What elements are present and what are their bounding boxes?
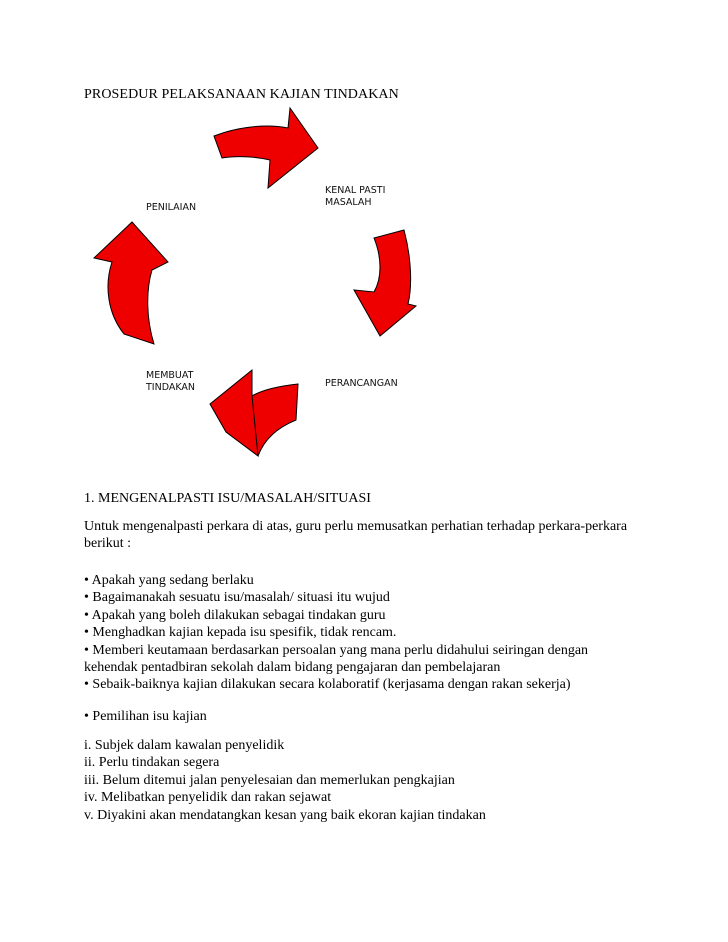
cycle-arrow-top xyxy=(214,108,318,188)
stage-label-penilaian: PENILAIAN xyxy=(146,202,197,213)
bullet-item: • Apakah yang boleh dilakukan sebagai tindakan guru xyxy=(84,607,386,623)
document-title: PROSEDUR PELAKSANAAN KAJIAN TINDAKAN xyxy=(84,87,399,102)
stage-label-kenal-pasti: KENAL PASTI MASALAH xyxy=(325,185,386,208)
stage-label-perancangan: PERANCANGAN xyxy=(325,378,398,389)
selection-heading: • Pemilihan isu kajian xyxy=(84,709,207,724)
cycle-arrow-bottom xyxy=(210,370,298,456)
criteria-item: v. Diyakini akan mendatangkan kesan yang baik ekoran kajian tindakan xyxy=(84,807,486,823)
cycle-arrow-left xyxy=(94,222,168,344)
bullet-list xyxy=(84,572,654,694)
bullet-item: • Bagaimanakah sesuatu isu/masalah/ situasi itu wujud xyxy=(84,590,390,606)
criteria-item: iv. Melibatkan penyelidik dan rakan sejawat xyxy=(84,790,332,806)
criteria-list xyxy=(84,737,654,824)
bullet-item: • Apakah yang sedang berlaku xyxy=(84,573,254,588)
section-heading: 1. MENGENALPASTI ISU/MASALAH/SITUASI xyxy=(84,491,371,506)
bullet-item: • Menghadkan kajian kepada isu spesifik, tidak rencam. xyxy=(84,625,397,641)
intro-line: berikut : xyxy=(84,536,132,552)
criteria-item: ii. Perlu tindakan segera xyxy=(84,755,220,771)
criteria-item: iii. Belum ditemui jalan penyelesaian dan memerlukan pengkajian xyxy=(84,772,455,788)
cycle-arrow-right xyxy=(354,230,416,336)
intro-paragraph xyxy=(84,518,654,553)
bullet-item: kehendak pentadbiran sekolah dalam bidang pengajaran dan pembelajaran xyxy=(84,660,501,676)
criteria-item: i. Subjek dalam kawalan penyelidik xyxy=(84,738,285,753)
intro-line: Untuk mengenalpasti perkara di atas, guru perlu memusatkan perhatian terhadap perkara-perkara xyxy=(84,519,628,534)
stage-label-membuat-tindakan: MEMBUAT TINDAKAN xyxy=(146,370,196,393)
bullet-item: • Memberi keutamaan berdasarkan persoalan yang mana perlu didahului seiringan dengan xyxy=(84,642,589,658)
bullet-item: • Sebaik-baiknya kajian dilakukan secara kolaboratif (kerjasama dengan rakan sekerja) xyxy=(84,677,571,693)
